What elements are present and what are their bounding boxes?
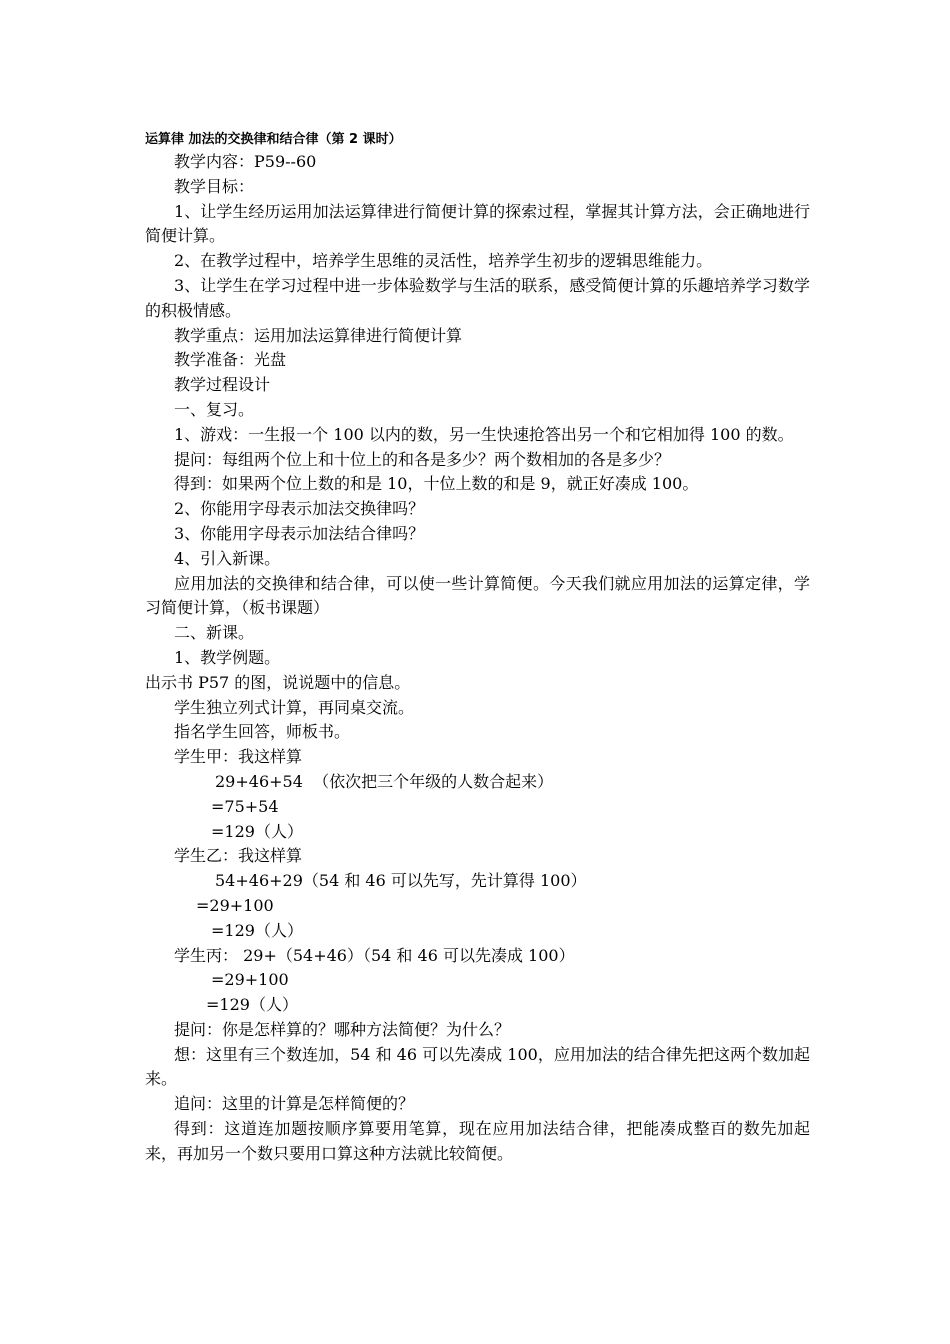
text-line: 学生丙： 29+（54+46）（54 和 46 可以先凑成 100） xyxy=(174,945,575,965)
text-line: 教学过程设计 xyxy=(174,375,271,395)
calc-line: =75+54 xyxy=(211,796,279,816)
text-line: 出示书 P57 的图，说说题中的信息。 xyxy=(145,672,411,692)
text-line: 教学重点：运用加法运算律进行简便计算 xyxy=(174,325,463,345)
text-line: 2、在教学过程中，培养学生思维的灵活性，培养学生初步的逻辑思维能力。 xyxy=(174,251,713,271)
calc-line: 54+46+29（54 和 46 可以先写，先计算得 100） xyxy=(215,871,587,891)
text-line: 3、你能用字母表示加法结合律吗？ xyxy=(174,523,425,543)
text-line: 教学目标： xyxy=(174,176,255,196)
calc-line: 29+46+54 （依次把三个年级的人数合起来） xyxy=(215,771,554,791)
text-line: 4、引入新课。 xyxy=(174,548,281,568)
text-line: 1、游戏：一生报一个 100 以内的数，另一生快速抢答出另一个和它相加得 100 的数。 xyxy=(174,424,794,444)
text-line: 提问：你是怎样算的？哪种方法简便？为什么？ xyxy=(174,1019,511,1039)
text-line: 一、复习。 xyxy=(174,399,255,419)
text-line: 学生甲：我这样算 xyxy=(174,747,303,767)
text-line: 学生乙：我这样算 xyxy=(174,846,303,866)
text-line: 1、让学生经历运用加法运算律进行简便计算的探索过程，掌握其计算方法，会正确地进行简便计算。 xyxy=(145,201,810,246)
text-line: 学生独立列式计算，再同桌交流。 xyxy=(174,697,415,717)
document-body xyxy=(145,150,810,1167)
calc-line: =29+100 xyxy=(211,970,289,990)
text-line: 得到：这道连加题按顺序算要用笔算，现在应用加法结合律，把能凑成整百的数先加起来，再加另一个数只要用口算这种方法就比较简便。 xyxy=(145,1119,810,1163)
document-title: 运算律 加法的交换律和结合律（第 2 课时） xyxy=(145,132,402,147)
text-line: 提问：每组两个位上和十位上的和各是多少？两个数相加的各是多少？ xyxy=(174,449,671,469)
text-line: 想：这里有三个数连加，54 和 46 可以先凑成 100，应用加法的结合律先把这两个数加起来。 xyxy=(145,1044,810,1089)
text-line: 2、你能用字母表示加法交换律吗？ xyxy=(174,499,425,519)
text-line: 教学准备：光盘 xyxy=(174,350,287,370)
text-line: 1、教学例题。 xyxy=(174,647,281,667)
calc-line: =129（人） xyxy=(211,920,303,940)
text-line: 二、新课。 xyxy=(174,623,255,643)
calc-line: =129（人） xyxy=(211,821,303,841)
text-line: 教学内容：P59--60 xyxy=(174,152,317,171)
text-line: 3、让学生在学习过程中进一步体验数学与生活的联系，感受简便计算的乐趣培养学习数学的积极情感。 xyxy=(145,275,810,320)
text-line: 得到：如果两个位上数的和是 10，十位上数的和是 9，就正好凑成 100。 xyxy=(174,474,699,494)
text-line: 追问：这里的计算是怎样简便的？ xyxy=(174,1094,415,1114)
text-line: 应用加法的交换律和结合律，可以使一些计算简便。今天我们就应用加法的运算定律，学习简便计算，（板书课题） xyxy=(145,573,810,618)
text-line: 指名学生回答，师板书。 xyxy=(174,722,351,742)
calc-line: =29+100 xyxy=(196,895,274,915)
calc-line: =129（人） xyxy=(206,995,298,1015)
